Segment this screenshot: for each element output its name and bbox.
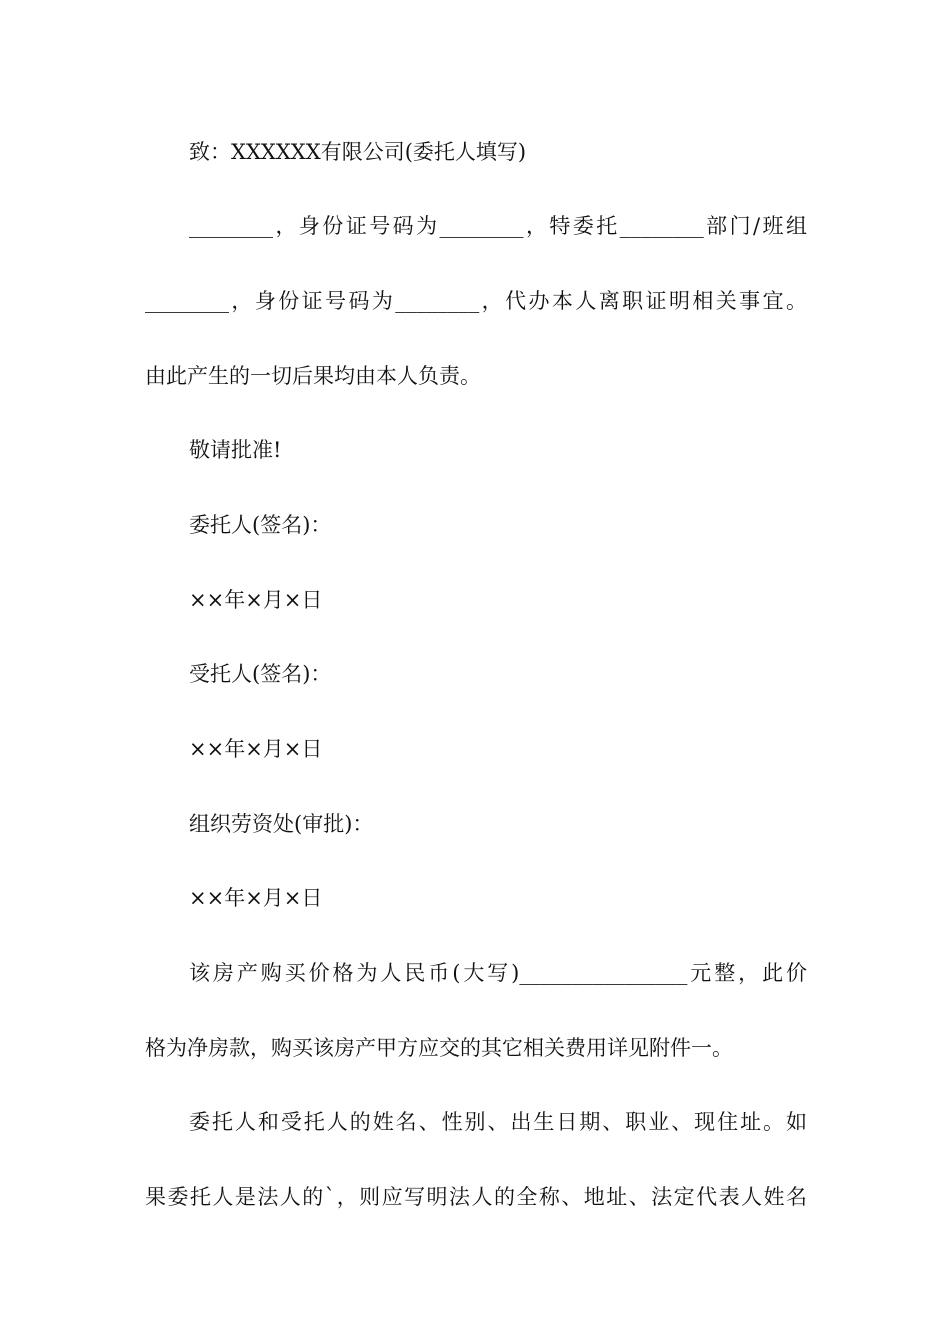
date-line: ××年×月×日	[189, 588, 323, 612]
request-line: 敬请批准!	[189, 438, 282, 462]
approval-line: 组织劳资处(审批)：	[189, 812, 374, 836]
paragraph-line: ________，身份证号码为________，代办本人离职证明相关事宜。	[145, 289, 807, 313]
date-line: ××年×月×日	[189, 886, 323, 910]
paragraph-line: 格为净房款，购买该房产甲方应交的其它相关费用详见附件一。	[145, 1036, 733, 1060]
agent-signature-line: 受托人(签名)：	[189, 662, 332, 686]
paragraph-line: 该房产购买价格为人民币(大写)________________元整，此价	[189, 961, 807, 985]
addressee-line: 致：XXXXXX有限公司(委托人填写)	[189, 140, 527, 164]
principal-signature-line: 委托人(签名)：	[189, 513, 332, 537]
paragraph-line: 委托人和受托人的姓名、性别、出生日期、职业、现住址。如	[189, 1110, 807, 1134]
paragraph-line: ________，身份证号码为________，特委托________部门/班组	[189, 214, 807, 238]
paragraph-line: 由此产生的一切后果均由本人负责。	[145, 364, 481, 388]
date-line: ××年×月×日	[189, 737, 323, 761]
paragraph-line: 果委托人是法人的`，则应写明法人的全称、地址、法定代表人姓名	[145, 1185, 807, 1209]
